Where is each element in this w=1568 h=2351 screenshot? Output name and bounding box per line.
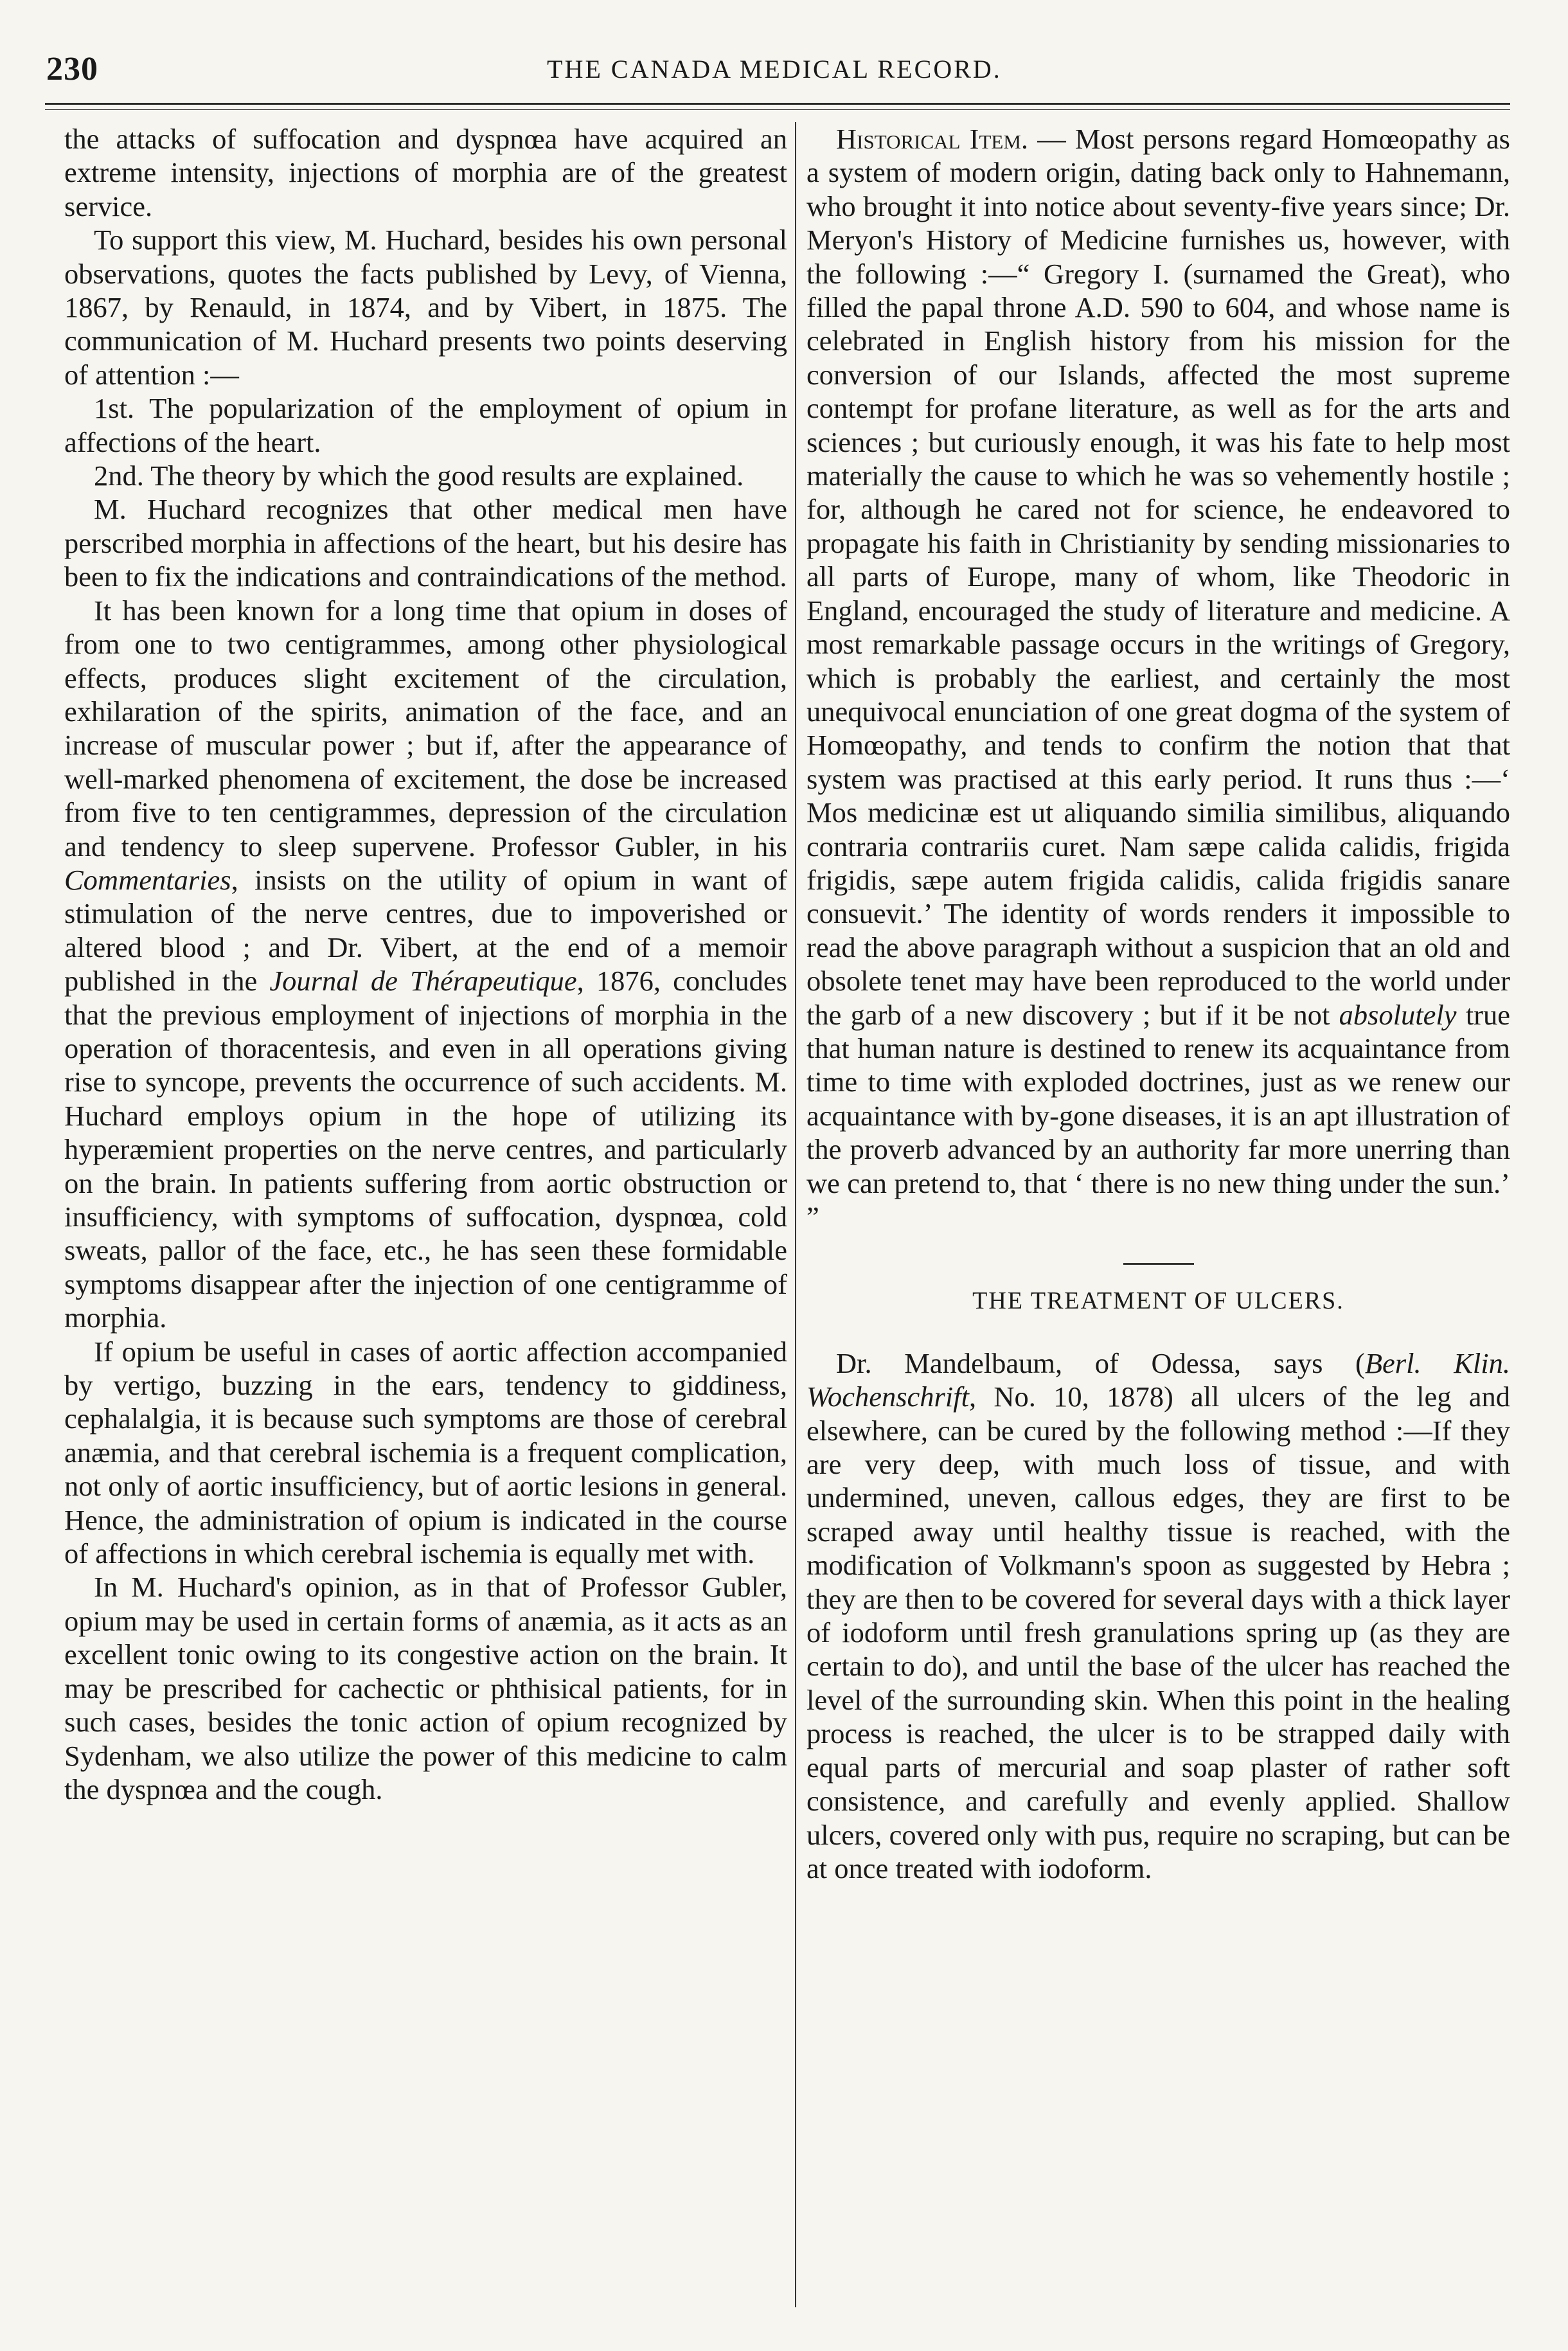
page-number: 230 bbox=[46, 51, 98, 87]
left-column bbox=[64, 122, 787, 1806]
paragraph: 2nd. The theory by which the good results are explained. bbox=[94, 460, 744, 492]
journal-title: Berl. Klin. Wochenschrift bbox=[806, 1346, 1510, 1413]
paragraph bbox=[64, 594, 787, 1335]
journal-title: Journal de Thérapeutique bbox=[269, 965, 577, 997]
paragraph bbox=[806, 1346, 1510, 1886]
paragraph: If opium be useful in cases of aortic affection accompanied by vertigo, buzzing in the ears, tendency to giddiness, cephalalgia, it is because such symptoms are those of cerebral anæmia, and that cerebral ischemia is a frequent complication, not only of aortic insufficiency, but of aortic lesions in general. Hence, the administration of opium is indicated in the course of affections in which cerebral ischemia is equally met with. bbox=[64, 1335, 787, 1570]
item-label: Historical Item. bbox=[836, 123, 1029, 155]
paragraph: the attacks of suffocation and dyspnœa have acquired an extreme intensity, injections of morphia are of the greatest service. bbox=[64, 123, 787, 222]
text-run: true that human nature is destined to renew its acquaintance from time to time with exploded doctrines, just as we renew our acquaintance with by-gone diseases, it is an apt illustration of the proverb advanced by an authority far more unerring than we can pretend to, that ‘ there is no new thing under the sun.’ ” bbox=[806, 998, 1510, 1233]
paragraph: To support this view, M. Huchard, besides his own personal observations, quotes the facts published by Levy, of Vienna, 1867, by Renauld, in 1874, and by Vibert, in 1875. The communication of M. Huchard presents two points deserving of attention :— bbox=[64, 224, 787, 391]
paragraph: In M. Huchard's opinion, as in that of Professor Gubler, opium may be used in certain forms of anæmia, as it acts as an excellent tonic owing to its congestive action on the brain. It may be prescribed for cachectic or phthisical patients, for in such cases, besides the tonic action of opium recognized by Sydenham, we also utilize the power of this medicine to calm the dyspnœa and the cough. bbox=[64, 1571, 787, 1805]
journal-title: Commentaries bbox=[64, 863, 231, 896]
text-run: , 1876, concludes that the previous employment of injections of morphia in the operation of thoracentesis, and even in all operations giving rise to syncope, prevents the occurrence of such accidents. M. Huchard employs opium in the hope of utilizing its hyperæmient properties on the nerve centres, and particularly on the brain. In patients suffering from aortic obstruction or insufficiency, with symptoms of suffocation, dyspnœa, cold sweats, pallor of the face, etc., he has seen these formidable symptoms disappear after the injection of one centigramme of morphia. bbox=[64, 965, 788, 1334]
header-rule bbox=[45, 103, 1510, 105]
historical-item bbox=[806, 122, 1510, 1233]
running-head: THE CANADA MEDICAL RECORD. bbox=[547, 55, 1002, 84]
header-rule-thin bbox=[45, 109, 1510, 110]
paragraph: M. Huchard recognizes that other medical men have perscribed morphia in affections of the heart, but his desire has been to fix the indications and contraindications of the method. bbox=[64, 493, 787, 593]
text-run: It has been known for a long time that opium in doses of from one to two centigrammes, among other physiological effects, produces slight excitement of the circulation, exhilaration of the spirits, animation of the face, and an increase of muscular power ; but if, after the appearance of well-marked phenomena of excitement, the dose be increased from five to ten centigrammes, depression of the circulation and tendency to sleep supervene. Professor Gubler, in his bbox=[64, 594, 787, 863]
emphasis: absolutely bbox=[1339, 998, 1457, 1031]
text-run: Dr. Mandelbaum, of Odessa, says ( bbox=[836, 1346, 1365, 1379]
page-header bbox=[39, 50, 1510, 95]
section-title: THE TREATMENT OF ULCERS. bbox=[972, 1287, 1344, 1315]
right-column bbox=[806, 122, 1510, 1885]
text-run: , No. 10, 1878) all ulcers of the leg and elsewhere, can be cured by the following method :—If they are very deep, with much loss of tissue, and with undermined, uneven, callous edges, they are first to be scraped away until healthy tissue is reached, with the modification of Volkmann's spoon as suggested by Hebra ; they are then to be covered for several days with a thick layer of iodoform until fresh granulations spring up (as they are certain to do), and until the base of the ulcer has reached the level of the surrounding skin. When this point in the healing process is reached, the ulcer is to be strapped daily with equal parts of mercurial and soap plaster of rather soft consistence, and carefully and evenly applied. Shallow ulcers, covered only with pus, require no scraping, but can be at once treated with iodoform. bbox=[806, 1381, 1510, 1884]
paragraph: 1st. The popularization of the employment of opium in affections of the heart. bbox=[64, 392, 787, 458]
column-divider bbox=[795, 122, 796, 2307]
text-run: , insists on the utility of opium in want of stimulation of the nerve centres, due to impoverished or altered blood ; and Dr. Vibert, at the end of a memoir published in the bbox=[64, 863, 787, 997]
text-run: — Most persons regard Homœopathy as a system of modern origin, dating back only to Hahnemann, who brought it into notice about seventy-five years since; Dr. Meryon's History of Medicine furnishes us, however, with the following :—“ Gregory I. (surnamed the Great), who filled the papal throne A.D. 590 to 604, and whose name is celebrated in English history from his mission for the conversion of our Islands, affected the most supreme contempt for profane literature, as well as for the arts and sciences ; but curiously enough, it was his fate to help most materially the cause to which he was so vehemently hostile ; for, although he cared not for science, he endeavored to propagate his faith in Christianity by sending missionaries to all parts of Europe, many of whom, like Theodoric in England, encouraged the study of literature and medicine. A most remarkable passage occurs in the writings of Gregory, which is probably the earliest, and certainly the most unequivocal enunciation of one great dogma of the system of Homœopathy, and tends to confirm the notion that that system was practised at this early period. It runs thus :—‘ Mos medicinæ est ut aliquando similia similibus, aliquando contraria contrariis curet. Nam sæpe calida calidis, frigida frigidis, sæpe autem frigida calidis, calida frigidis sanare consuevit.’ The identity of words renders it impossible to read the above paragraph without a suspicion that an old and obsolete tenet may have been reproduced to the world under the garb of a new discovery ; but if it be not bbox=[806, 123, 1511, 1031]
section-rule bbox=[1123, 1263, 1194, 1265]
